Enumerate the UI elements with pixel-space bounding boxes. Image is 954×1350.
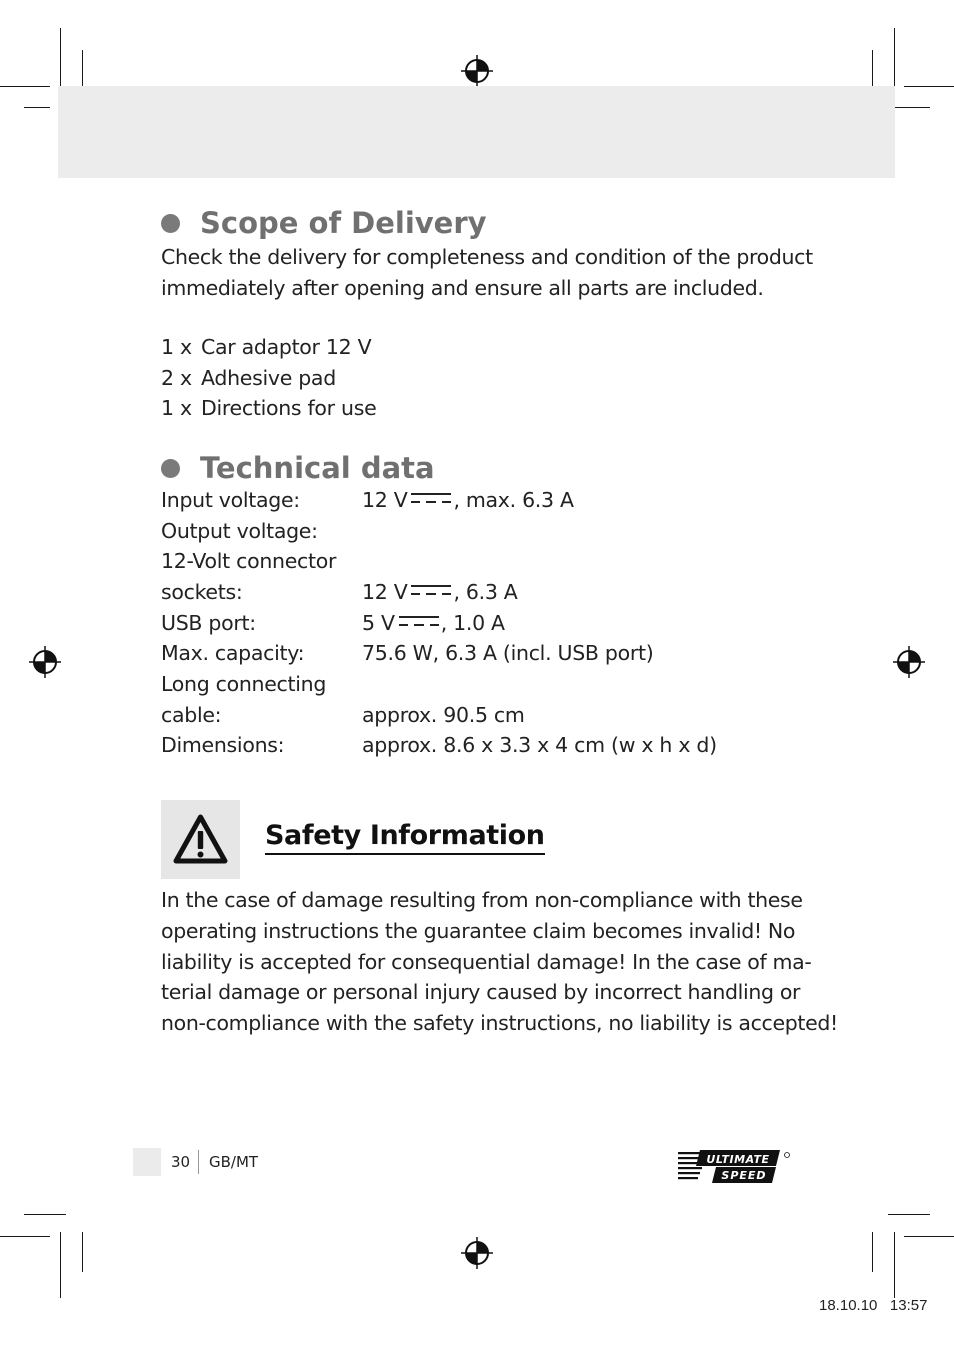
registration-mark-icon: [461, 1237, 493, 1269]
ultimate-speed-logo: [676, 1147, 796, 1187]
spec-label: Long connecting: [161, 672, 327, 696]
crop-mark: [82, 1232, 83, 1272]
delivery-item: [161, 366, 336, 390]
footer-divider: [198, 1150, 199, 1174]
spec-value-text: 5 V: [362, 611, 395, 635]
crop-mark: [60, 1232, 61, 1298]
spec-value: approx. 8.6 x 3.3 x 4 cm (w x h x d): [362, 733, 717, 757]
spec-value: [362, 580, 518, 604]
spec-value-suffix: , 6.3 A: [453, 580, 518, 604]
technical-title: Technical data: [200, 451, 435, 485]
registration-mark-icon: [29, 646, 61, 678]
crop-mark: [894, 1232, 895, 1298]
crop-mark: [872, 50, 873, 90]
svg-text:ULTIMATE: ULTIMATE: [706, 1153, 770, 1166]
scope-intro: [161, 242, 813, 304]
crop-mark: [0, 86, 50, 87]
delivery-item-qty: 1 x: [161, 396, 192, 420]
warning-box: [161, 800, 240, 879]
spec-label: sockets:: [161, 580, 243, 604]
language-code: GB/MT: [209, 1153, 259, 1171]
crop-mark: [0, 1236, 50, 1237]
spec-value-text: 12 V: [362, 488, 408, 512]
safety-line: operating instructions the guarantee claim becomes invalid! No: [161, 918, 796, 943]
dc-current-icon: [411, 491, 451, 505]
dc-current-icon: [399, 614, 439, 628]
spec-value-suffix: , max. 6.3 A: [453, 488, 574, 512]
safety-line: terial damage or personal injury caused by incorrect handling or: [161, 980, 801, 1005]
spec-value: [362, 611, 505, 635]
delivery-item-label: Adhesive pad: [201, 366, 336, 390]
spec-value-suffix: , 1.0 A: [440, 611, 505, 635]
registration-mark-icon: [893, 646, 925, 678]
safety-line: liability is accepted for consequential damage! In the case of ma-: [161, 949, 812, 974]
spec-label: Input voltage:: [161, 488, 300, 512]
crop-mark: [24, 107, 50, 108]
header-band: [58, 86, 895, 178]
bullet-icon: [161, 214, 180, 233]
delivery-item: [161, 335, 371, 359]
print-timestamp: 18.10.10 13:57: [819, 1297, 928, 1314]
spec-label: USB port:: [161, 611, 256, 635]
technical-heading: [161, 451, 435, 485]
spec-label: Output voltage:: [161, 519, 318, 543]
warning-triangle-icon: [161, 800, 240, 879]
scope-intro-line: Check the delivery for completeness and condition of the product: [161, 245, 813, 269]
dc-current-icon: [411, 583, 451, 597]
delivery-item: [161, 396, 376, 420]
spec-label: 12-Volt connector: [161, 549, 337, 573]
scope-title: Scope of Delivery: [200, 206, 487, 240]
page-tab: [133, 1148, 161, 1176]
safety-line: non-compliance with the safety instructions, no liability is accepted!: [161, 1011, 838, 1036]
safety-line: In the case of damage resulting from non-compliance with these: [161, 888, 803, 912]
spec-label: cable:: [161, 703, 222, 727]
scope-intro-line: immediately after opening and ensure all parts are included.: [161, 275, 764, 300]
spec-label: Dimensions:: [161, 733, 285, 757]
delivery-item-label: Car adaptor 12 V: [201, 335, 372, 359]
spec-value: approx. 90.5 cm: [362, 703, 525, 727]
spec-value-text: 12 V: [362, 580, 408, 604]
scope-heading: [161, 206, 487, 240]
registration-mark-icon: [461, 55, 493, 87]
delivery-item-qty: 1 x: [161, 335, 192, 359]
crop-mark: [872, 1232, 873, 1272]
svg-text:SPEED: SPEED: [721, 1169, 767, 1182]
delivery-item-qty: 2 x: [161, 366, 192, 390]
safety-text: [161, 885, 838, 1039]
crop-mark: [82, 50, 83, 90]
page-number: 30: [171, 1153, 191, 1171]
delivery-item-label: Directions for use: [201, 396, 377, 420]
spec-value: [362, 488, 574, 512]
bullet-icon: [161, 459, 180, 478]
spec-label: Max. capacity:: [161, 641, 305, 665]
spec-value: 75.6 W, 6.3 A (incl. USB port): [362, 641, 654, 665]
crop-mark: [904, 1236, 954, 1237]
safety-title: Safety Information: [265, 819, 545, 855]
crop-mark: [904, 86, 954, 87]
crop-mark: [888, 1214, 930, 1215]
crop-mark: [24, 1214, 66, 1215]
